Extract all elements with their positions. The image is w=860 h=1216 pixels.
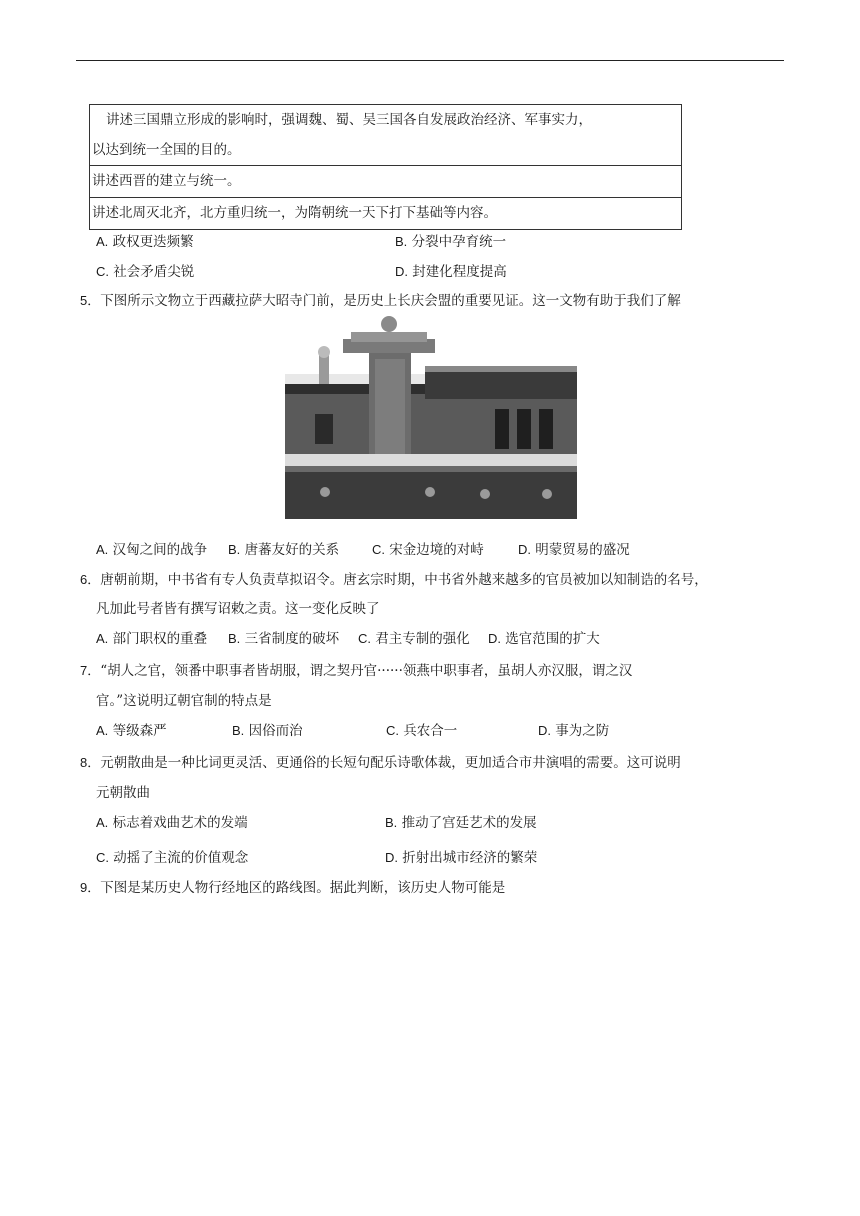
option-c[interactable]: C. 社会矛盾尖锐 bbox=[96, 264, 195, 280]
option-b[interactable]: B. 分裂中孕育统一 bbox=[395, 234, 507, 250]
option-c[interactable]: C. 动摇了主流的价值观念 bbox=[96, 850, 249, 866]
table-row bbox=[90, 166, 681, 198]
question-7-stem-cont: 官。”这说明辽朝官制的特点是 bbox=[96, 693, 272, 709]
option-a[interactable]: A. 标志着戏曲艺术的发端 bbox=[96, 815, 248, 831]
option-b[interactable]: B. 推动了宫廷艺术的发展 bbox=[385, 815, 537, 831]
tang-tibet-alliance-stele-photo bbox=[285, 314, 577, 519]
table-row bbox=[90, 105, 681, 166]
question-6-stem-cont: 凡加此号者皆有撰写诏敕之责。这一变化反映了 bbox=[96, 601, 380, 617]
table-row bbox=[90, 198, 681, 229]
question-9-stem: 9．下图是某历史人物行经地区的路线图。据此判断，该历史人物可能是 bbox=[80, 880, 506, 896]
header-rule bbox=[76, 60, 784, 61]
question-6-stem: 6．唐朝前期，中书省有专人负责草拟诏令。唐玄宗时期，中书省外越来越多的官员被加以知制诰的名号， bbox=[80, 572, 708, 588]
material-table bbox=[89, 104, 682, 230]
option-a[interactable]: A. 等级森严 bbox=[96, 723, 167, 739]
question-8-stem-cont: 元朝散曲 bbox=[96, 785, 150, 801]
option-a[interactable]: A. 汉匈之间的战争 bbox=[96, 542, 208, 558]
option-c[interactable]: C. 宋金边境的对峙 bbox=[372, 542, 484, 558]
option-d[interactable]: D. 事为之防 bbox=[538, 723, 610, 739]
option-c[interactable]: C. 君主专制的强化 bbox=[358, 631, 470, 647]
option-b[interactable]: B. 因俗而治 bbox=[232, 723, 303, 739]
option-a[interactable]: A. 部门职权的重叠 bbox=[96, 631, 208, 647]
question-7-stem: 7．“胡人之官，领番中职事者皆胡服，谓之契丹官······领燕中职事者，虽胡人亦汉服，谓之汉 bbox=[80, 663, 633, 679]
option-b[interactable]: B. 三省制度的破坏 bbox=[228, 631, 340, 647]
option-c[interactable]: C. 兵农合一 bbox=[386, 723, 458, 739]
question-5-stem: 5．下图所示文物立于西藏拉萨大昭寺门前，是历史上长庆会盟的重要见证。这一文物有助于我们了解 bbox=[80, 293, 681, 309]
question-8-stem: 8．元朝散曲是一种比词更灵活、更通俗的长短句配乐诗歌体裁，更加适合市井演唱的需要。这可说明 bbox=[80, 755, 681, 771]
option-d[interactable]: D. 折射出城市经济的繁荣 bbox=[385, 850, 538, 866]
option-a[interactable]: A. 政权更迭频繁 bbox=[96, 234, 194, 250]
option-d[interactable]: D. 封建化程度提高 bbox=[395, 264, 507, 280]
table-cell-text: 讲述三国鼎立形成的影响时，强调魏、蜀、吴三国各自发展政治经济、军事实力， bbox=[106, 112, 592, 128]
option-d[interactable]: D. 明蒙贸易的盛况 bbox=[518, 542, 630, 558]
table-cell-text: 讲述西晋的建立与统一。 bbox=[92, 173, 241, 189]
table-cell-text: 以达到统一全国的目的。 bbox=[92, 142, 241, 158]
table-cell-text: 讲述北周灭北齐，北方重归统一，为隋朝统一天下打下基础等内容。 bbox=[92, 205, 497, 221]
option-d[interactable]: D. 选官范围的扩大 bbox=[488, 631, 600, 647]
option-b[interactable]: B. 唐蕃友好的关系 bbox=[228, 542, 340, 558]
